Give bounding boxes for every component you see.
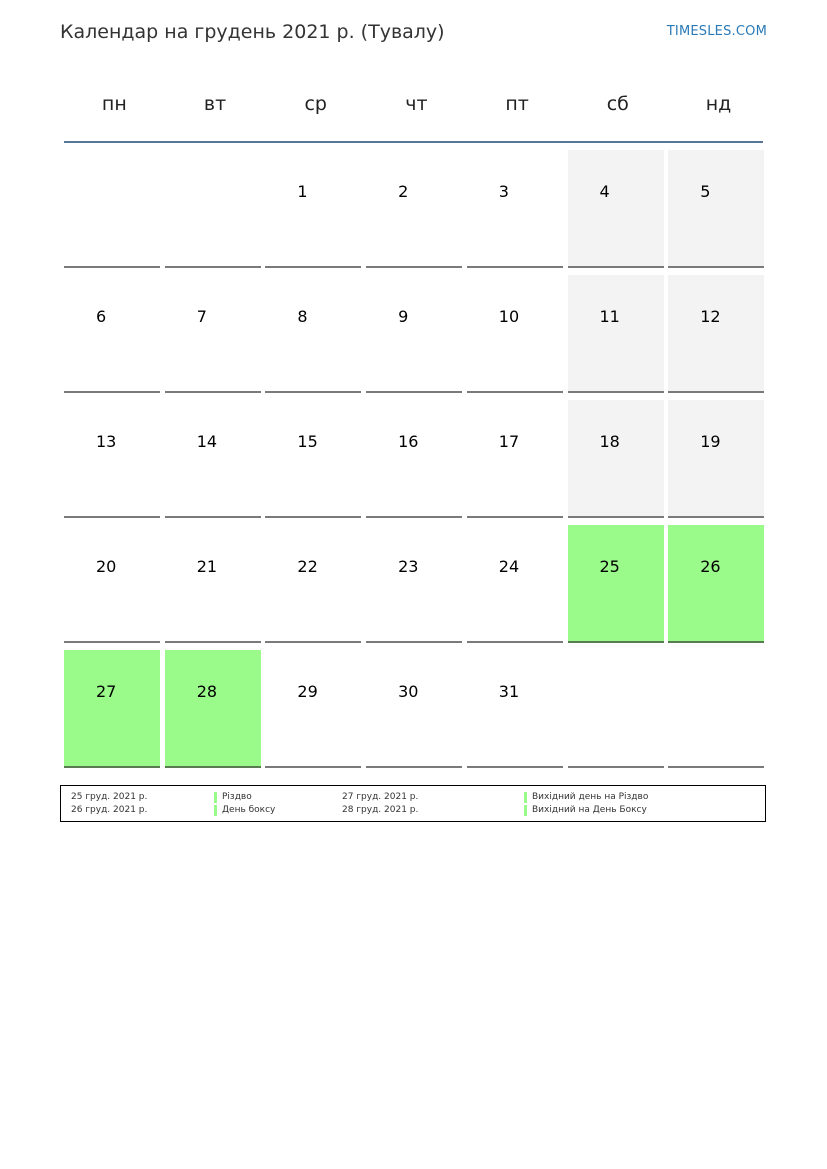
day-number: 24 [498, 557, 520, 576]
day-cell [568, 525, 664, 643]
day-cell [467, 150, 563, 268]
day-number: 31 [498, 682, 520, 701]
legend-date: 25 груд. 2021 р. [71, 792, 148, 802]
weekday-label: чт [405, 93, 428, 115]
weekday-label: ср [304, 93, 327, 115]
day-number: 20 [96, 557, 117, 576]
day-number: 13 [96, 432, 117, 451]
day-number: 15 [297, 432, 318, 451]
day-number: 22 [297, 557, 318, 576]
legend-date: 28 груд. 2021 р. [342, 805, 419, 815]
day-number: 2 [398, 182, 409, 201]
day-cell [668, 150, 764, 268]
day-cell [64, 275, 160, 393]
day-cell [265, 150, 361, 268]
day-cell [165, 400, 261, 518]
legend-color-bar [214, 792, 217, 803]
day-number: 3 [498, 182, 509, 201]
weekday-label: нд [705, 93, 732, 115]
day-cell [668, 400, 764, 518]
day-cell [265, 400, 361, 518]
day-number: 17 [498, 432, 520, 451]
weekday-label: вт [203, 93, 227, 115]
site-link[interactable]: TIMESLES.COM [666, 24, 767, 39]
day-number: 16 [398, 432, 419, 451]
empty-day-cell [165, 150, 261, 268]
day-cell [64, 650, 160, 768]
day-cell [165, 275, 261, 393]
day-number: 30 [398, 682, 419, 701]
day-cell [366, 275, 462, 393]
legend-date: 27 груд. 2021 р. [342, 792, 419, 802]
header-divider [64, 141, 763, 143]
day-cell [568, 275, 664, 393]
holiday-legend [60, 785, 766, 822]
day-cell [467, 650, 563, 768]
day-number: 8 [297, 307, 308, 326]
day-number: 7 [196, 307, 207, 326]
weekday-label: пн [101, 93, 127, 115]
day-cell [64, 525, 160, 643]
page-title: Календар на грудень 2021 р. (Тувалу) [60, 21, 445, 43]
day-number: 6 [96, 307, 107, 326]
legend-holiday-name: Вихідний день на Різдво [532, 792, 649, 802]
day-cell [265, 525, 361, 643]
day-cell [467, 400, 563, 518]
day-number: 26 [700, 557, 721, 576]
day-cell [366, 150, 462, 268]
day-cell [64, 400, 160, 518]
day-cell [165, 525, 261, 643]
day-number: 9 [398, 307, 409, 326]
empty-day-cell [568, 650, 664, 768]
legend-color-bar [524, 805, 527, 816]
day-cell [568, 400, 664, 518]
day-number: 4 [599, 182, 610, 201]
day-number: 21 [196, 557, 218, 576]
day-number: 12 [700, 307, 721, 326]
day-number: 5 [700, 182, 711, 201]
day-cell [366, 400, 462, 518]
day-cell [265, 275, 361, 393]
day-cell [265, 650, 361, 768]
legend-holiday-name: День боксу [222, 805, 276, 815]
weekday-label: пт [505, 93, 529, 115]
legend-holiday-name: Вихідний на День Боксу [532, 805, 647, 815]
day-cell [467, 525, 563, 643]
day-cell [568, 150, 664, 268]
day-cell [366, 650, 462, 768]
day-number: 29 [297, 682, 318, 701]
day-cell [668, 275, 764, 393]
day-cell [165, 650, 261, 768]
day-number: 1 [297, 182, 308, 201]
day-cell [668, 525, 764, 643]
day-number: 28 [196, 682, 218, 701]
day-number: 10 [498, 307, 520, 326]
day-number: 18 [599, 432, 620, 451]
weekday-label: сб [606, 93, 629, 115]
legend-holiday-name: Різдво [222, 792, 252, 802]
day-number: 19 [700, 432, 721, 451]
day-cell [366, 525, 462, 643]
empty-day-cell [64, 150, 160, 268]
weekday-header [64, 80, 763, 128]
day-cell [467, 275, 563, 393]
legend-color-bar [214, 805, 217, 816]
empty-day-cell [668, 650, 764, 768]
legend-color-bar [524, 792, 527, 803]
day-number: 25 [599, 557, 620, 576]
day-number: 27 [96, 682, 117, 701]
day-number: 23 [398, 557, 419, 576]
day-number: 11 [599, 307, 620, 326]
legend-date: 26 груд. 2021 р. [71, 805, 148, 815]
day-number: 14 [196, 432, 218, 451]
